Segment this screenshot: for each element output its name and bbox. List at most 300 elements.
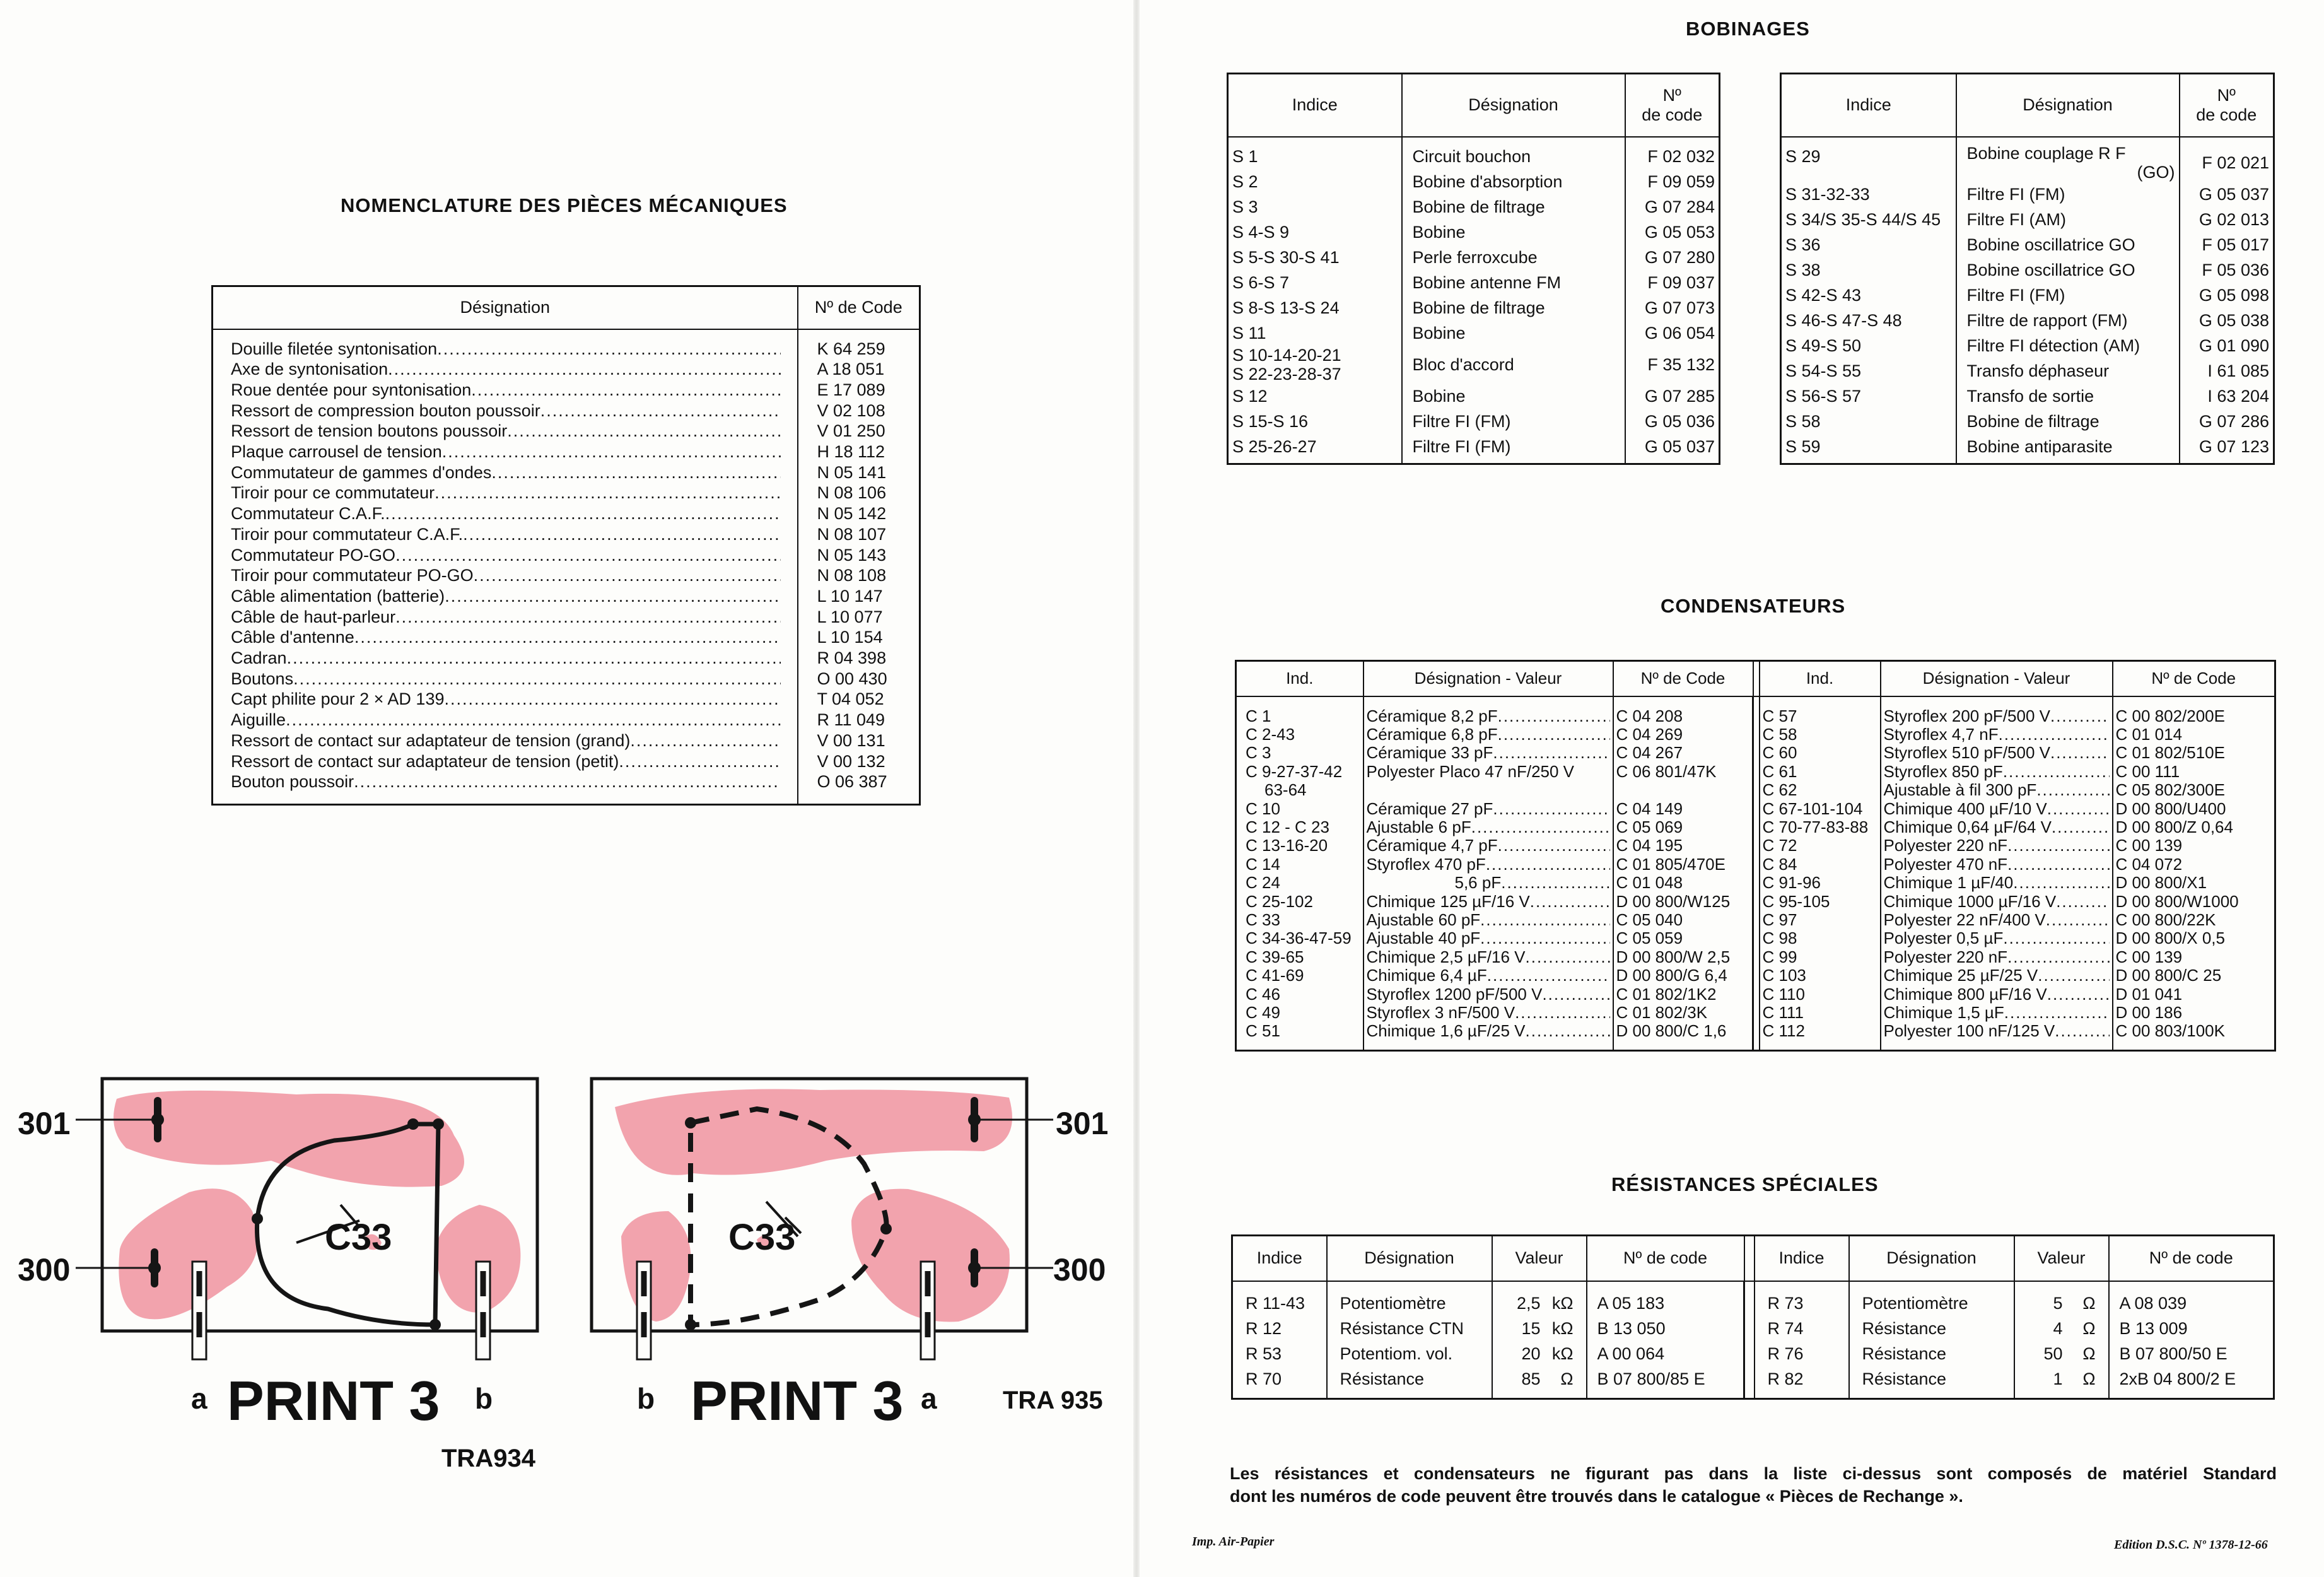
part-designation: Câble de haut-parleur xyxy=(231,607,396,626)
res-value: 5 xyxy=(2053,1293,2063,1313)
res-indice: R 74 xyxy=(1755,1316,1849,1341)
cond-ind: C 112 xyxy=(1760,1022,1881,1050)
part-code: A 18 051 xyxy=(798,359,920,380)
part-code: T 04 052 xyxy=(798,689,920,710)
bobinage-designation: Filtre FI détection (AM) xyxy=(1966,336,2140,355)
res-unit: Ω xyxy=(2082,1293,2096,1313)
res-valeur xyxy=(1492,1316,1587,1341)
label-b-right: b xyxy=(637,1382,655,1415)
cond-designation: Styroflex 470 pF xyxy=(1366,855,1486,874)
res-indice: R 70 xyxy=(1232,1366,1327,1399)
bobinage-code: G 05 098 xyxy=(2180,283,2274,308)
part-code: N 05 143 xyxy=(798,545,920,566)
res-designation: Potentiomètre xyxy=(1327,1281,1492,1316)
bobinage-designation: Transfo de sortie xyxy=(1966,386,2094,406)
table-row xyxy=(213,565,920,586)
bobinage-code: G 05 037 xyxy=(2180,182,2274,207)
res-valeur xyxy=(2014,1316,2109,1341)
cond-code: C 05 059 xyxy=(1613,929,1753,947)
bobinage-indice-cont: S 22-23-28-37 xyxy=(1232,364,1341,384)
part-designation: Tiroir pour ce commutateur xyxy=(231,483,435,503)
cond-ind: C 110 xyxy=(1760,985,1881,1004)
cond-designation: Polyester 220 nF xyxy=(1883,947,2008,966)
bobinage-designation: Bobine xyxy=(1412,222,1466,242)
bobinages-title: BOBINAGES xyxy=(1686,18,1810,40)
cond-code: D 00 800/X 0,5 xyxy=(2113,929,2275,947)
part-code: H 18 112 xyxy=(798,442,920,462)
res-valeur xyxy=(1492,1366,1587,1399)
cond-ind: C 33 xyxy=(1236,911,1363,929)
res-unit: kΩ xyxy=(1551,1293,1574,1313)
part-code: R 04 398 xyxy=(798,648,920,669)
bobinage-indice: S 58 xyxy=(1785,411,1821,431)
cond-ind: C 1 xyxy=(1236,696,1363,725)
cond-code: C 01 802/1K2 xyxy=(1613,985,1753,1004)
cond-ind: C 60 xyxy=(1760,744,1881,762)
header-code: Nº de code xyxy=(2180,74,2274,137)
nomenclature-table xyxy=(211,285,921,806)
res-code: 2xB 04 800/2 E xyxy=(2109,1366,2274,1399)
cond-code: D 00 800/C 1,6 xyxy=(1613,1022,1753,1050)
table-row xyxy=(1236,966,2275,985)
bobinage-code: G 07 073 xyxy=(1625,295,1720,320)
header-designation: Désignation - Valeur xyxy=(1881,661,2113,696)
bobinage-code: G 05 036 xyxy=(1625,409,1720,434)
cond-code: C 01 802/3K xyxy=(1613,1004,1753,1022)
table-row xyxy=(213,627,920,648)
part-code: N 05 142 xyxy=(798,503,920,524)
res-designation: Résistance xyxy=(1849,1366,2014,1399)
res-designation: Résistance xyxy=(1849,1341,2014,1366)
table-row xyxy=(213,648,920,669)
res-designation: Potentiom. vol. xyxy=(1327,1341,1492,1366)
cond-code: D 00 186 xyxy=(2113,1004,2275,1022)
bobinage-indice: S 15-S 16 xyxy=(1232,411,1309,431)
part-code: K 64 259 xyxy=(798,329,920,360)
cond-ind: C 95-105 xyxy=(1760,893,1881,911)
header-indice: Indice xyxy=(1228,74,1402,137)
cond-designation: Polyester Placo 47 nF/250 V xyxy=(1366,762,1575,781)
part-code: V 00 132 xyxy=(798,751,920,772)
res-valeur xyxy=(1492,1281,1587,1316)
table-row xyxy=(213,401,920,421)
res-code: A 08 039 xyxy=(2109,1281,2274,1316)
cond-designation: Chimique 25 µF/25 V xyxy=(1883,966,2038,985)
table-row xyxy=(1236,874,2275,892)
print3-left: PRINT 3 xyxy=(227,1369,440,1432)
res-indice: R 76 xyxy=(1755,1341,1849,1366)
bobinage-designation: Filtre FI (FM) xyxy=(1412,437,1511,456)
res-unit: Ω xyxy=(1560,1369,1574,1388)
bobinage-code: G 07 280 xyxy=(1625,245,1720,270)
header-code: Nº de code xyxy=(2109,1236,2274,1281)
cond-designation: Polyester 0,5 µF xyxy=(1883,929,2004,948)
header-indice: Indice xyxy=(1232,1236,1327,1281)
bobinage-code: F 02 032 xyxy=(1625,137,1720,169)
table-row xyxy=(1781,434,2274,464)
bobinage-indice: S 49-S 50 xyxy=(1785,336,1862,355)
cond-code: C 05 040 xyxy=(1613,911,1753,929)
part-code: V 00 131 xyxy=(798,730,920,751)
bobinage-code: F 02 021 xyxy=(2180,137,2274,182)
print3-diagrams xyxy=(0,1060,1133,1489)
table-row xyxy=(1236,855,2275,874)
cond-code: C 01 805/470E xyxy=(1613,855,1753,874)
table-row xyxy=(213,380,920,401)
cond-code: C 01 802/510E xyxy=(2113,744,2275,762)
cond-code: D 00 800/W 2,5 xyxy=(1613,948,1753,966)
bobinage-designation: Bobine oscillatrice GO xyxy=(1966,235,2135,254)
cond-designation: Céramique 8,2 pF xyxy=(1366,706,1498,725)
bobinage-indice: S 31-32-33 xyxy=(1785,184,1870,204)
cond-designation: Polyester 470 nF xyxy=(1883,855,2008,874)
ref-tra935: TRA 935 xyxy=(1003,1386,1103,1414)
part-code: L 10 077 xyxy=(798,607,920,628)
cond-ind: C 49 xyxy=(1236,1004,1363,1022)
cond-ind: C 91-96 xyxy=(1760,874,1881,892)
part-code: O 06 387 xyxy=(798,771,920,804)
cond-code: C 00 139 xyxy=(2113,948,2275,966)
cond-designation: Styroflex 200 pF/500 V xyxy=(1883,706,2050,725)
note-line-2: dont les numéros de code peuvent être trouvés dans le catalogue « Pièces de Rechange ». xyxy=(1230,1487,1963,1506)
header-indice: Indice xyxy=(1755,1236,1849,1281)
table-row xyxy=(1236,836,2275,855)
resistances-title: RÉSISTANCES SPÉCIALES xyxy=(1611,1173,1879,1195)
table-row xyxy=(1228,137,1720,169)
bobinage-designation: Perle ferroxcube xyxy=(1412,247,1538,267)
cond-designation: Chimique 800 µF/16 V xyxy=(1883,985,2047,1004)
condensateurs-table xyxy=(1235,660,2276,1052)
part-code: E 17 089 xyxy=(798,380,920,401)
table-row xyxy=(213,586,920,607)
part-designation: Aiguille xyxy=(231,710,286,730)
cond-ind: C 39-65 xyxy=(1236,948,1363,966)
bobinage-designation-cont: (GO) xyxy=(2137,162,2175,182)
res-value: 85 xyxy=(1521,1369,1541,1388)
bobinage-code: G 07 286 xyxy=(2180,409,2274,434)
cond-designation: Céramique 33 pF xyxy=(1366,744,1493,763)
bobinage-indice: S 59 xyxy=(1785,437,1821,456)
table-row xyxy=(1232,1366,2274,1399)
cond-designation: Céramique 4,7 pF xyxy=(1366,836,1498,855)
bobinage-code: G 06 054 xyxy=(1625,320,1720,346)
cond-code: D 00 800/X1 xyxy=(2113,874,2275,892)
cond-designation: 5,6 pF xyxy=(1454,874,1502,893)
res-valeur xyxy=(2014,1341,2109,1366)
cond-designation: Ajustable 40 pF xyxy=(1366,929,1481,948)
res-code: B 07 800/85 E xyxy=(1587,1366,1744,1399)
bobinage-indice: S 46-S 47-S 48 xyxy=(1785,310,1902,330)
table-row xyxy=(213,710,920,730)
table-row xyxy=(1236,696,2275,725)
table-row xyxy=(1228,270,1720,295)
bobinage-designation: Bobine couplage R F xyxy=(1966,143,2126,163)
cond-ind: C 9-27-37-42 xyxy=(1236,763,1363,781)
header-ind: Ind. xyxy=(1760,661,1881,696)
label-300-right: 300 xyxy=(1053,1252,1106,1287)
table-row xyxy=(1236,929,2275,947)
table-row xyxy=(1228,194,1720,220)
cond-code: C 06 801/47K xyxy=(1613,763,1753,781)
table-row xyxy=(213,607,920,628)
bobinage-indice: S 42-S 43 xyxy=(1785,285,1862,305)
header-code: Nº de Code xyxy=(1613,661,1753,696)
bobinage-code: F 09 037 xyxy=(1625,270,1720,295)
cond-ind: C 103 xyxy=(1760,966,1881,985)
bobinage-indice: S 25-26-27 xyxy=(1232,437,1317,456)
cond-designation: Chimique 1000 µF/16 V xyxy=(1883,892,2057,911)
table-row xyxy=(1232,1281,2274,1316)
cond-designation: Chimique 1,6 µF/25 V xyxy=(1366,1022,1526,1041)
header-indice: Indice xyxy=(1781,74,1956,137)
cond-code: D 00 800/G 6,4 xyxy=(1613,966,1753,985)
cond-ind: C 57 xyxy=(1760,696,1881,725)
header-designation: Désignation - Valeur xyxy=(1363,661,1613,696)
part-designation: Ressort de compression bouton poussoir xyxy=(231,401,540,420)
res-designation: Résistance xyxy=(1849,1316,2014,1341)
bobinage-indice: S 11 xyxy=(1232,323,1266,343)
cond-code: C 00 111 xyxy=(2113,763,2275,781)
cond-ind: C 10 xyxy=(1236,800,1363,818)
table-row xyxy=(1781,207,2274,232)
res-code: B 13 050 xyxy=(1587,1316,1744,1341)
cond-designation: Chimique 6,4 µF xyxy=(1366,966,1487,985)
bobinage-indice: S 2 xyxy=(1232,172,1258,191)
bobinage-code: G 05 037 xyxy=(1625,434,1720,464)
bobinage-code: F 05 017 xyxy=(2180,232,2274,257)
cond-designation: Ajustable 6 pF xyxy=(1366,818,1471,836)
bobinage-indice: S 3 xyxy=(1232,197,1258,216)
part-code: V 01 250 xyxy=(798,421,920,442)
header-designation: Désignation xyxy=(1327,1236,1492,1281)
header-valeur: Valeur xyxy=(2014,1236,2109,1281)
part-code: N 08 106 xyxy=(798,483,920,503)
table-row xyxy=(1781,333,2274,358)
bobinage-designation: Bobine xyxy=(1412,323,1466,343)
cond-code: D 00 800/U400 xyxy=(2113,800,2275,818)
res-valeur xyxy=(2014,1366,2109,1399)
res-code: A 00 064 xyxy=(1587,1341,1744,1366)
part-designation: Cadran xyxy=(231,648,287,668)
cond-designation: Styroflex 510 pF/500 V xyxy=(1883,744,2050,763)
table-row xyxy=(1781,182,2274,207)
part-code: V 02 108 xyxy=(798,401,920,421)
cond-ind: C 62 xyxy=(1760,781,1881,799)
cond-designation: Polyester 22 nF/400 V xyxy=(1883,910,2046,929)
bobinage-indice: S 6-S 7 xyxy=(1232,273,1290,292)
bobinage-indice: S 1 xyxy=(1232,146,1258,166)
resistances-table xyxy=(1231,1234,2275,1400)
bobinage-indice: S 5-S 30-S 41 xyxy=(1232,247,1340,267)
bobinage-designation: Bobine de filtrage xyxy=(1412,197,1545,216)
cond-code: D 00 800/Z 0,64 xyxy=(2113,818,2275,836)
part-code: N 05 141 xyxy=(798,462,920,483)
table-row xyxy=(1236,985,2275,1004)
part-code: N 08 107 xyxy=(798,524,920,545)
table-row xyxy=(213,462,920,483)
part-designation: Commutateur C.A.F. xyxy=(231,504,385,524)
cond-designation: Polyester 100 nF/125 V xyxy=(1883,1022,2055,1041)
bobinage-designation: Bobine antiparasite xyxy=(1966,437,2113,456)
cond-designation: Chimique 400 µF/10 V xyxy=(1883,799,2047,818)
res-valeur xyxy=(1492,1341,1587,1366)
label-301-right: 301 xyxy=(1056,1106,1109,1141)
table-row xyxy=(1781,257,2274,283)
cond-code: D 00 800/C 25 xyxy=(2113,966,2275,985)
table-row xyxy=(213,751,920,772)
cond-ind: C 99 xyxy=(1760,948,1881,966)
cond-designation: Chimique 1 µF/40 xyxy=(1883,874,2014,893)
header-code: Nº de Code xyxy=(2113,661,2275,696)
table-row xyxy=(213,730,920,751)
label-a-left: a xyxy=(191,1382,207,1415)
table-row xyxy=(1781,308,2274,333)
table-row xyxy=(1228,346,1720,384)
part-designation: Capt philite pour 2 × AD 139 xyxy=(231,689,445,709)
cond-code: C 04 149 xyxy=(1613,800,1753,818)
label-300-left: 300 xyxy=(18,1252,71,1287)
label-b-left: b xyxy=(475,1382,493,1415)
table-row xyxy=(1236,1004,2275,1022)
print3-right: PRINT 3 xyxy=(691,1369,904,1432)
res-designation: Potentiomètre xyxy=(1849,1281,2014,1316)
cond-ind: C 84 xyxy=(1760,855,1881,874)
cond-designation: Céramique 6,8 pF xyxy=(1366,725,1498,744)
printer-footer: Imp. Air-Papier xyxy=(1192,1535,1275,1549)
part-designation: Ressort de tension boutons poussoir xyxy=(231,421,508,441)
part-designation: Commutateur PO-GO xyxy=(231,545,396,565)
bobinage-designation: Bobine antenne FM xyxy=(1412,273,1562,292)
part-code: O 00 430 xyxy=(798,669,920,689)
bobinage-code: G 01 090 xyxy=(2180,333,2274,358)
res-indice: R 12 xyxy=(1232,1316,1327,1341)
table-row xyxy=(1228,434,1720,464)
part-designation: Plaque carrousel de tension xyxy=(231,442,442,462)
bobinage-designation: Bobine d'absorption xyxy=(1412,172,1563,191)
res-indice: R 82 xyxy=(1755,1366,1849,1399)
label-301-left: 301 xyxy=(18,1106,71,1141)
res-indice: R 73 xyxy=(1755,1281,1849,1316)
table-row xyxy=(213,329,920,360)
bobinage-code: I 61 085 xyxy=(2180,358,2274,384)
header-designation: Désignation xyxy=(1849,1236,2014,1281)
table-row xyxy=(1781,358,2274,384)
cond-code: C 00 800/22K xyxy=(2113,911,2275,929)
bobinage-indice: S 4-S 9 xyxy=(1232,222,1290,242)
part-code: L 10 154 xyxy=(798,627,920,648)
bobinage-code: F 09 059 xyxy=(1625,169,1720,194)
bobinage-code: G 07 284 xyxy=(1625,194,1720,220)
diagram-tra935 xyxy=(592,1079,1053,1359)
bobinage-code: F 35 132 xyxy=(1625,346,1720,384)
bobinage-code: G 05 038 xyxy=(2180,308,2274,333)
bobinage-designation: Filtre FI (FM) xyxy=(1412,411,1511,431)
cond-ind-cont: 63-64 xyxy=(1236,781,1363,799)
cond-code: D 00 800/W125 xyxy=(1613,893,1753,911)
table-row xyxy=(1236,744,2275,762)
cond-ind: C 70-77-83-88 xyxy=(1760,818,1881,836)
res-indice: R 53 xyxy=(1232,1341,1327,1366)
table-row xyxy=(1228,169,1720,194)
bobinage-designation: Bloc d'accord xyxy=(1412,355,1514,374)
bobinage-code: G 02 013 xyxy=(2180,207,2274,232)
cond-ind: C 72 xyxy=(1760,836,1881,855)
cond-designation: Styroflex 850 pF xyxy=(1883,762,2003,781)
part-designation: Ressort de contact sur adaptateur de tension (petit) xyxy=(231,751,619,771)
label-a-right: a xyxy=(921,1382,937,1415)
pad-b-right xyxy=(621,1211,691,1322)
cond-ind: C 12 - C 23 xyxy=(1236,818,1363,836)
part-designation: Tiroir pour commutateur C.A.F. xyxy=(231,524,464,544)
pad-301-left xyxy=(114,1091,464,1187)
table-row xyxy=(1781,283,2274,308)
part-code: N 08 108 xyxy=(798,565,920,586)
cond-code: C 04 269 xyxy=(1613,725,1753,744)
bobinage-indice: S 34/S 35-S 44/S 45 xyxy=(1785,209,1941,229)
res-value: 1 xyxy=(2053,1369,2063,1388)
bobinage-code: I 63 204 xyxy=(2180,384,2274,409)
cond-ind: C 41-69 xyxy=(1236,966,1363,985)
table-row xyxy=(1232,1316,2274,1341)
cond-ind: C 51 xyxy=(1236,1022,1363,1050)
cond-ind: C 61 xyxy=(1760,763,1881,781)
table-row xyxy=(213,421,920,442)
cond-designation: Chimique 0,64 µF/64 V xyxy=(1883,818,2052,836)
bobinage-indice: S 10-14-20-21 xyxy=(1232,345,1341,365)
cond-designation: Polyester 220 nF xyxy=(1883,836,2008,855)
bobinage-indice: S 54-S 55 xyxy=(1785,361,1862,380)
part-designation: Ressort de contact sur adaptateur de tension (grand) xyxy=(231,730,631,750)
cond-code: D 00 800/W1000 xyxy=(2113,893,2275,911)
cond-code: C 05 802/300E xyxy=(2113,781,2275,799)
table-row xyxy=(1232,1341,2274,1366)
cond-ind: C 46 xyxy=(1236,985,1363,1004)
cond-designation: Chimique 125 µF/16 V xyxy=(1366,892,1530,911)
cond-ind: C 67-101-104 xyxy=(1760,800,1881,818)
table-row xyxy=(213,524,920,545)
cond-code: C 00 139 xyxy=(2113,836,2275,855)
cond-ind: C 98 xyxy=(1760,929,1881,947)
table-row xyxy=(1236,948,2275,966)
table-row xyxy=(1236,725,2275,744)
part-designation: Bouton poussoir xyxy=(231,772,354,792)
cond-designation: Styroflex 1200 pF/500 V xyxy=(1366,985,1543,1004)
cond-designation: Styroflex 4,7 nF xyxy=(1883,725,1999,744)
table-row xyxy=(1236,800,2275,818)
table-row xyxy=(213,771,920,804)
table-row xyxy=(213,669,920,689)
res-unit: kΩ xyxy=(1551,1318,1574,1338)
cond-ind: C 14 xyxy=(1236,855,1363,874)
nomenclature-title: NOMENCLATURE DES PIÈCES MÉCANIQUES xyxy=(341,194,788,216)
table-row xyxy=(1228,409,1720,434)
cond-code: C 00 802/200E xyxy=(2113,696,2275,725)
cond-ind: C 97 xyxy=(1760,911,1881,929)
res-code: B 13 009 xyxy=(2109,1316,2274,1341)
cond-designation: Céramique 27 pF xyxy=(1366,799,1493,818)
cond-code: C 04 195 xyxy=(1613,836,1753,855)
page-fold xyxy=(1133,0,1140,1577)
table-row xyxy=(213,359,920,380)
bobinages-table-left xyxy=(1227,73,1720,465)
cond-ind: C 58 xyxy=(1760,725,1881,744)
table-row xyxy=(1236,763,2275,781)
bobinage-designation: Circuit bouchon xyxy=(1412,146,1531,166)
diagram-tra934 xyxy=(76,1079,537,1359)
bobinage-code: G 07 285 xyxy=(1625,384,1720,409)
cond-code: C 00 803/100K xyxy=(2113,1022,2275,1050)
res-unit: Ω xyxy=(2082,1318,2096,1338)
